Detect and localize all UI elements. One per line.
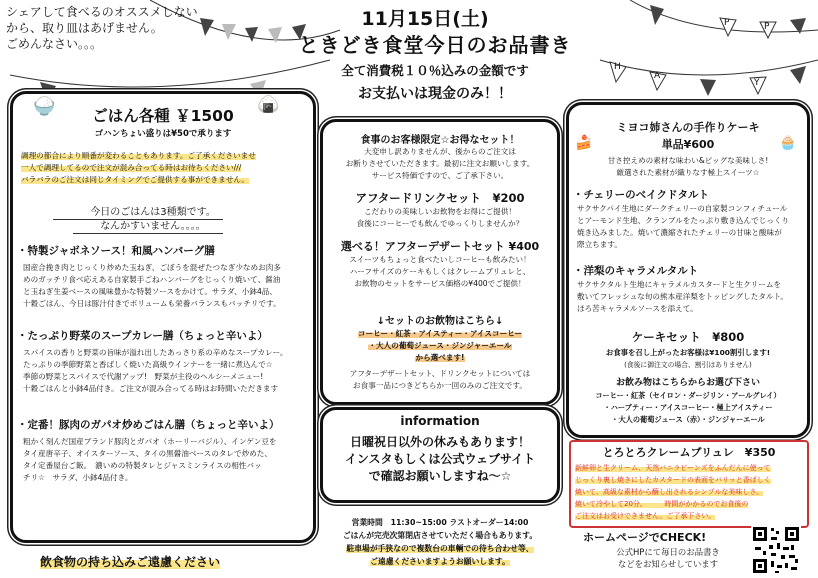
bunting-letter: Y bbox=[754, 78, 760, 88]
rice-title: ごはん各種 ￥1500 bbox=[92, 107, 234, 125]
dessert-set-title: 選べる！アフターデザートセット ¥400 bbox=[340, 240, 540, 253]
qr-code-icon[interactable] bbox=[751, 525, 801, 575]
cake-set-title: ケーキセット ¥800 bbox=[631, 330, 745, 344]
cake-title: ミヨコ姉さんの手作りケーキ bbox=[616, 121, 760, 134]
rice-item-2: ・たっぷり野菜のスープカレー膳（ちょっと辛いよ） スパイスの香りと野菜の旨味が溢れ出したあっさり系の辛めなスープカレー。 たっぷりの季節野菜と香ばしく焼いた高級ウインナーを一緒に煮込んで☆ 季節の野菜とスパイスで代謝アップ! 野菜が主役のヘルシーメニュー! 十穀ごはんと小鉢4品付き。ご注文が混み合ってる時はお時間いただきます bbox=[17, 330, 288, 393]
rice-menu-panel bbox=[10, 91, 316, 543]
business-hours: 営業時間 11:30~15:00 ラストオーダー14:00 ごはんが完売次第閉店させていただく場合もあります。 駐車場が手狭なので複数台の車輌での待ち合わせ等、 ご遠慮くださいますようお願いします。 bbox=[342, 518, 538, 566]
cake-drink-title: お飲み物はこちらからお選び下さい bbox=[615, 378, 760, 388]
cake-icon: 🍰 bbox=[575, 135, 593, 151]
cake-menu-panel: ミヨコ姉さんの手作りケーキ 単品¥600 🍰 🧁 甘さ控えめの素材な味わい&ビッグな美味しさ! 厳選された素材が織りなす極上スイーツ☆ ・チェリーのベイクドタルト サクサクパイ生地にダークチェリーの自家製コンフィチュール とアーモンド生地、クランブルをたっぷり敷き込んでじっくり 焼き込みました。焼いて濃縮されたチェリーの甘味と酸味が 際立ちます。 ・洋梨のキャラメルタルト サクサクタルト生地にキャラメルカスタードと生クリームを 敷いてフレッシュな旬の熊本産洋梨をトッピングしたタルト。 ほろ苦キャラメルソースを添えて。 ケーキセット ¥800 お食事を召し上がったお客様は¥100割引します! (食後に御注文の場合、割引はありません) お飲み物はこちらからお選び下さい コーヒー・紅茶（セイロン・ダージリン・アールグレイ） ・ハーブティー・アイスコーヒー・極上アイスティー ・大人の葡萄ジュース（赤）・ジンジャーエール bbox=[566, 102, 810, 438]
bunting-letter: P bbox=[724, 18, 730, 28]
homepage-desc: 公式HPにて毎日のお品書き などをお知らせしています bbox=[616, 547, 720, 569]
cake-price: 単品¥600 bbox=[661, 138, 715, 151]
info-title: information bbox=[400, 414, 480, 428]
bunting-letter: A bbox=[654, 71, 661, 81]
menu-date: 11月15日(土) bbox=[361, 8, 489, 30]
creme-brulee-panel: とろとろクレームブリュレ ¥350 新鮮卵と生クリーム、天然バニラビーンズをふんだんに使って じっくり裏し焼きにしたカスタードの表面をバリッと香ばしく 焼いて、高級な素材から醸し出されるシンプルな美味しさ。 焼いて冷やして20分。 時間がかかるのでお食後の ご注文はお受けできません。ご了承下さい。 bbox=[569, 440, 809, 528]
cupcake-icon: 🧁 bbox=[779, 135, 797, 151]
rice-item-3: ・定番！豚肉のガパオ炒めごはん膳（ちょっと辛いよ） 粗かく刻んだ国産ブランド豚肉とガパオ（ホーリーバジル）、インゲン豆を タイ産唐辛子、オイスターソース、タイの黒醤油ベースのタレで炒めた、 タイ定番屋台ご飯。 濃いめの特製タレとジャスミンライスの相性バッ チリ☆ サラダ、小鉢4品付き。 bbox=[17, 419, 280, 482]
information-panel: information 日曜祝日以外の休みもあります！ インスタもしくは公式ウェブサイト で確認お願いしますね〜☆ bbox=[320, 407, 560, 503]
rice-notes: 調理の都合により順番が変わることもあります。ご了承くださいませ 一人で調理してるので注文が混み合ってる時はお待ちください/// バラバラのご注文は同じタイミングでご提供する事ができません。 bbox=[21, 151, 256, 184]
set-menu-panel: 食事のお客様限定☆お得なセット！ 大変申し訳ありませんが、後からのご注文は お断りさせていただきます。最初に注文お願いします。 サービス特価ですので、ご了承下さい。 アフタードリンクセット ¥200 こだわりの美味しいお飲物をお得にご提供！ 食後にコーヒーでも飲んでゆっくりしませんか？ 選べる！アフターデザートセット ¥400 スイーツもちょっと食べたいしコーヒーも飲みたい！ ハーフサイズのケーキもしくはクレームブリュレと、 お飲物のセットをサービス価格の¥400でご提供！ ↓セットのお飲物はこちら↓ コーヒー・紅茶・アイスティー・アイスコーヒー ・大人の葡萄ジュース・ジンジャーエール から選べます! アフターデザートセット、ドリンクセットについては お食事一品につきどちらか一回のみのご注文です。 bbox=[320, 119, 560, 405]
cherry-tart-title: ・チェリーのベイクドタルト bbox=[573, 189, 709, 201]
no-outside-food-note: 飲食物の持ち込みご遠慮ください bbox=[40, 555, 221, 569]
drink-set-title: アフタードリンクセット ¥200 bbox=[355, 191, 525, 205]
onigiri-icon: 🍙 bbox=[257, 94, 280, 115]
creme-brulee-title: とろとろクレームブリュレ ¥350 bbox=[602, 446, 776, 459]
homepage-title: ホームページでCHECK! bbox=[583, 531, 707, 544]
rice-item-1: ・特製ジャボネソース！和風ハンバーグ膳 国産合挽き肉とじっくり炒めた玉ねぎ、ごぼうを混ぜたつなぎ少なめお肉多 めのガッチリ食べ応えある自家製手ごねハンバーグをじっくり焼いて、醤油 と玉ねぎ生姜ベースの風味豊かな特製ソースをかけて。サラダ、小鉢4品、 十穀ごはん、今日は豚汁付きでボリュームも栄養バランスもバッチリです。 bbox=[17, 245, 281, 308]
set-drinks-title: ↓セットのお飲物はこちら↓ bbox=[376, 316, 504, 327]
set-title: 食事のお客様限定☆お得なセット！ bbox=[360, 135, 520, 146]
bunting-letter: P bbox=[764, 22, 770, 32]
bunting-letter: H bbox=[614, 62, 621, 72]
special-note: 今日のごはんは3種類です。 なんかすいません。。。。 bbox=[90, 207, 216, 232]
menu-title: ときどき食堂今日のお品書き bbox=[298, 33, 572, 57]
share-notice: シェアして食べるのオススメしない から、取り皿はあげません。 ごめんなさい。。。 bbox=[6, 5, 198, 51]
tax-note: 全て消費税１０％込みの金額です bbox=[341, 63, 529, 78]
pear-tart-title: ・洋梨のキャラメルタルト bbox=[573, 265, 699, 277]
rice-subtitle: ゴハンちょい盛りは¥50で承ります bbox=[94, 129, 232, 139]
cash-note: お支払いは現金のみ！！ bbox=[358, 86, 512, 102]
rice-bowl-icon: 🍚 bbox=[33, 96, 56, 117]
